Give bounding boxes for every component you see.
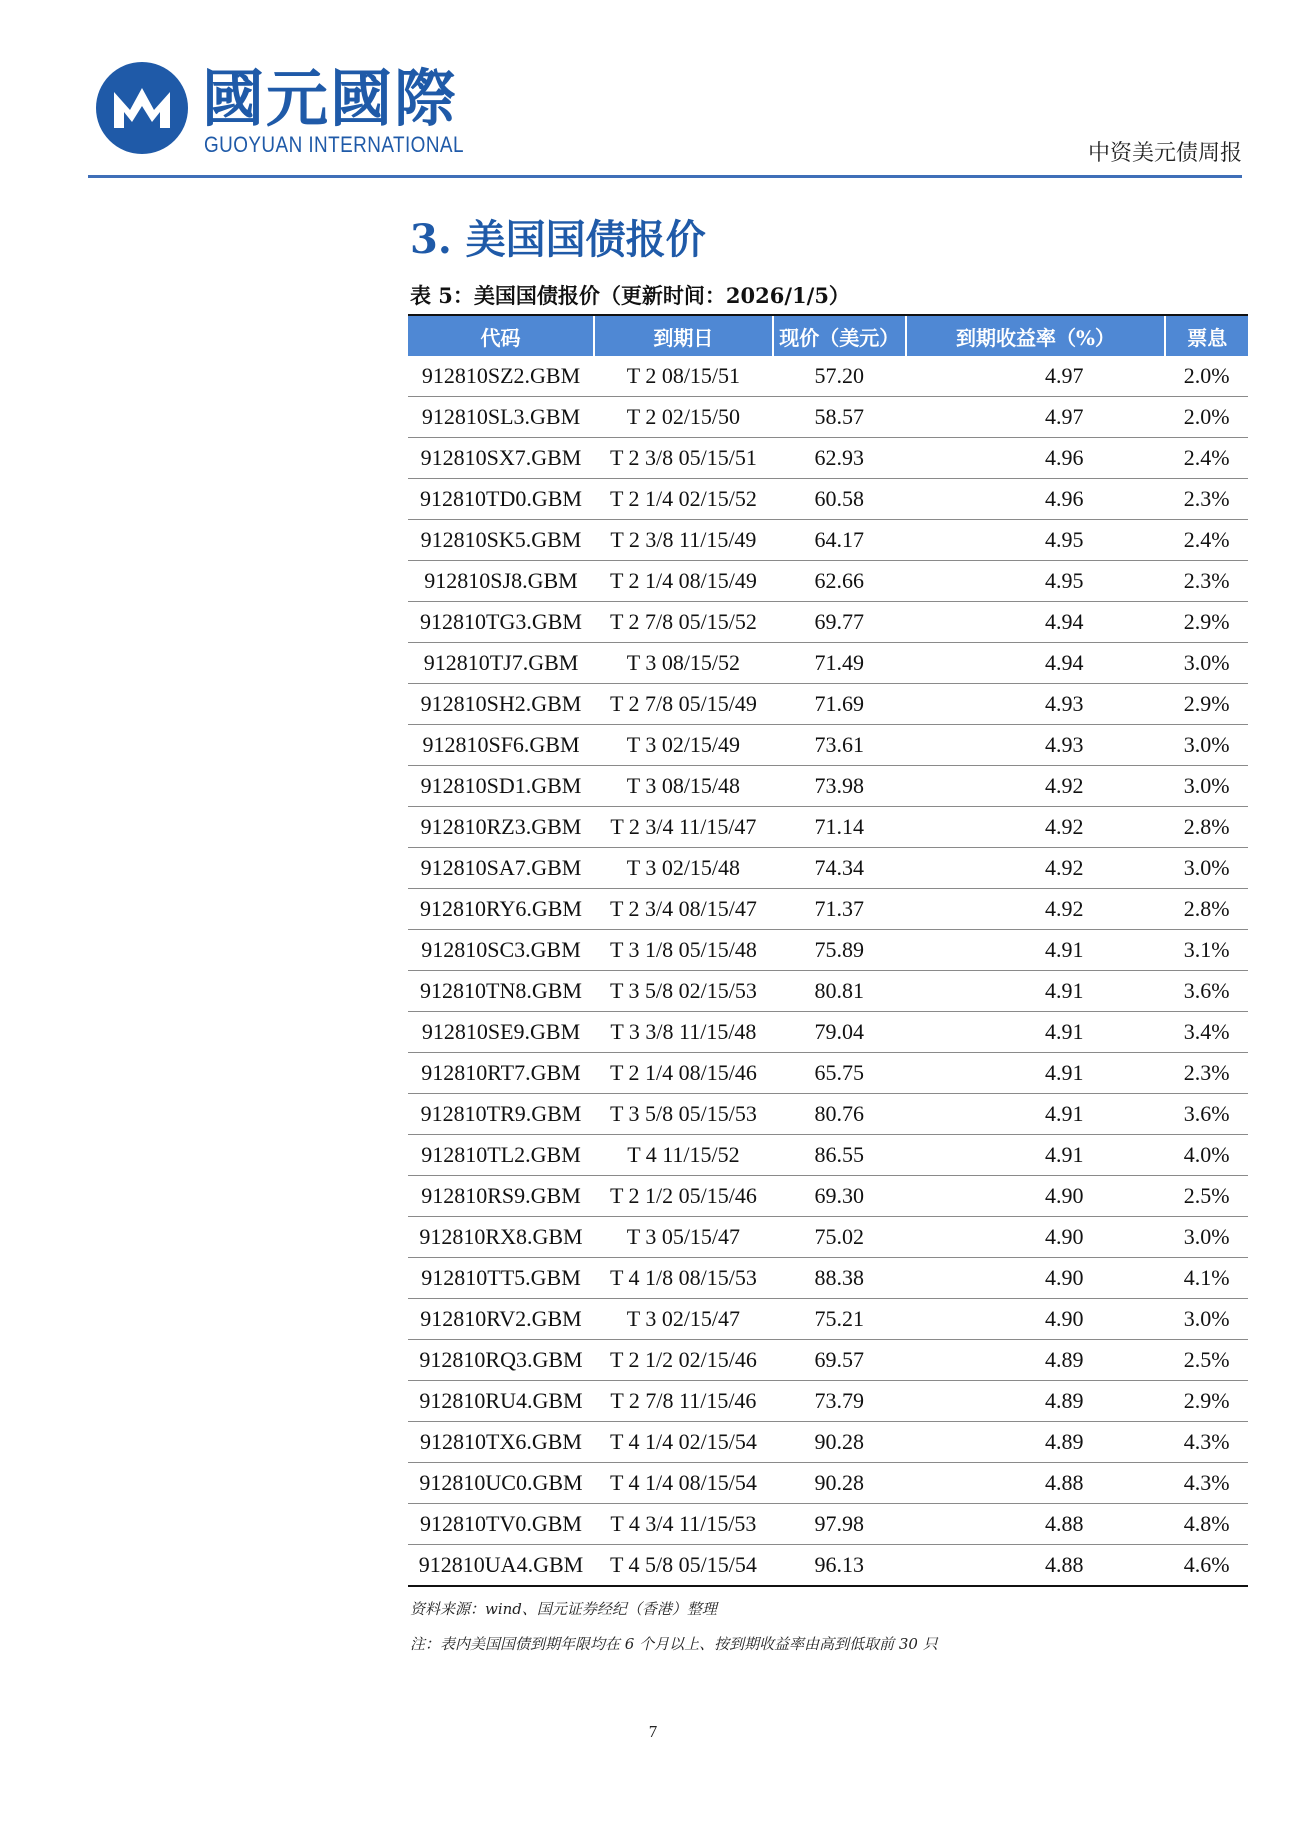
cell-code: 912810TX6.GBM <box>408 1422 594 1463</box>
cell-code: 912810RQ3.GBM <box>408 1340 594 1381</box>
cell-price: 97.98 <box>773 1504 906 1545</box>
cell-coupon: 3.0% <box>1165 766 1248 807</box>
cell-price: 79.04 <box>773 1012 906 1053</box>
cell-price: 75.02 <box>773 1217 906 1258</box>
cell-ytm: 4.93 <box>906 684 1166 725</box>
cell-maturity: T 2 1/2 02/15/46 <box>594 1340 773 1381</box>
logo-chinese-text: 國元國際 <box>202 62 459 135</box>
cell-code: 912810RZ3.GBM <box>408 807 594 848</box>
cell-maturity: T 2 3/8 11/15/49 <box>594 520 773 561</box>
cell-maturity: T 3 08/15/52 <box>594 643 773 684</box>
cell-code: 912810TD0.GBM <box>408 479 594 520</box>
cell-ytm: 4.88 <box>906 1504 1166 1545</box>
cell-ytm: 4.89 <box>906 1381 1166 1422</box>
cell-coupon: 2.8% <box>1165 807 1248 848</box>
cell-price: 90.28 <box>773 1463 906 1504</box>
cell-maturity: T 2 1/2 05/15/46 <box>594 1176 773 1217</box>
cell-maturity: T 2 3/4 08/15/47 <box>594 889 773 930</box>
cell-price: 62.93 <box>773 438 906 479</box>
cell-maturity: T 2 7/8 11/15/46 <box>594 1381 773 1422</box>
table-body <box>408 356 1248 1586</box>
cell-ytm: 4.91 <box>906 930 1166 971</box>
cell-ytm: 4.92 <box>906 848 1166 889</box>
cell-ytm: 4.88 <box>906 1545 1166 1587</box>
cell-ytm: 4.94 <box>906 602 1166 643</box>
cell-coupon: 2.4% <box>1165 438 1248 479</box>
column-header-price: 现价（美元） <box>773 316 906 356</box>
cell-maturity: T 2 3/4 11/15/47 <box>594 807 773 848</box>
cell-maturity: T 2 3/8 05/15/51 <box>594 438 773 479</box>
cell-maturity: T 3 02/15/47 <box>594 1299 773 1340</box>
cell-price: 71.49 <box>773 643 906 684</box>
logo-english-text: GUOYUAN INTERNATIONAL <box>204 132 464 157</box>
cell-price: 69.30 <box>773 1176 906 1217</box>
cell-code: 912810SL3.GBM <box>408 397 594 438</box>
cell-coupon: 3.0% <box>1165 848 1248 889</box>
cell-ytm: 4.91 <box>906 971 1166 1012</box>
table-row <box>408 602 1248 643</box>
cell-price: 73.79 <box>773 1381 906 1422</box>
cell-maturity: T 4 1/8 08/15/53 <box>594 1258 773 1299</box>
column-header-code: 代码 <box>408 316 594 356</box>
cell-coupon: 2.4% <box>1165 520 1248 561</box>
cell-ytm: 4.88 <box>906 1463 1166 1504</box>
table-row <box>408 1094 1248 1135</box>
cell-maturity: T 2 08/15/51 <box>594 356 773 397</box>
cell-maturity: T 3 02/15/49 <box>594 725 773 766</box>
cell-maturity: T 3 05/15/47 <box>594 1217 773 1258</box>
cell-coupon: 3.6% <box>1165 1094 1248 1135</box>
table-row <box>408 725 1248 766</box>
cell-ytm: 4.89 <box>906 1340 1166 1381</box>
cell-price: 71.14 <box>773 807 906 848</box>
cell-coupon: 3.6% <box>1165 971 1248 1012</box>
cell-maturity: T 3 5/8 02/15/53 <box>594 971 773 1012</box>
source-note: 资料来源：wind、国元证券经纪（香港）整理 <box>410 1600 717 1618</box>
table-row <box>408 1299 1248 1340</box>
cell-coupon: 4.6% <box>1165 1545 1248 1587</box>
cell-price: 73.98 <box>773 766 906 807</box>
cell-ytm: 4.92 <box>906 889 1166 930</box>
table-row <box>408 1381 1248 1422</box>
table-row <box>408 520 1248 561</box>
cell-code: 912810SC3.GBM <box>408 930 594 971</box>
treasury-quote-table <box>408 314 1248 1587</box>
table-row <box>408 1053 1248 1094</box>
cell-price: 69.77 <box>773 602 906 643</box>
cell-code: 912810SF6.GBM <box>408 725 594 766</box>
table-row <box>408 848 1248 889</box>
cell-code: 912810RV2.GBM <box>408 1299 594 1340</box>
cell-coupon: 2.3% <box>1165 1053 1248 1094</box>
cell-price: 74.34 <box>773 848 906 889</box>
cell-price: 58.57 <box>773 397 906 438</box>
cell-maturity: T 3 08/15/48 <box>594 766 773 807</box>
table-row <box>408 684 1248 725</box>
cell-code: 912810TT5.GBM <box>408 1258 594 1299</box>
table-row <box>408 807 1248 848</box>
cell-coupon: 2.9% <box>1165 684 1248 725</box>
cell-coupon: 4.8% <box>1165 1504 1248 1545</box>
cell-price: 57.20 <box>773 356 906 397</box>
cell-ytm: 4.92 <box>906 807 1166 848</box>
cell-code: 912810RT7.GBM <box>408 1053 594 1094</box>
cell-code: 912810TJ7.GBM <box>408 643 594 684</box>
cell-ytm: 4.95 <box>906 561 1166 602</box>
cell-maturity: T 2 1/4 08/15/49 <box>594 561 773 602</box>
cell-price: 96.13 <box>773 1545 906 1587</box>
cell-coupon: 2.8% <box>1165 889 1248 930</box>
cell-maturity: T 4 11/15/52 <box>594 1135 773 1176</box>
cell-maturity: T 3 5/8 05/15/53 <box>594 1094 773 1135</box>
cell-coupon: 3.4% <box>1165 1012 1248 1053</box>
cell-code: 912810SD1.GBM <box>408 766 594 807</box>
cell-coupon: 2.0% <box>1165 397 1248 438</box>
cell-ytm: 4.97 <box>906 356 1166 397</box>
table-row <box>408 397 1248 438</box>
table-row <box>408 1135 1248 1176</box>
cell-maturity: T 4 3/4 11/15/53 <box>594 1504 773 1545</box>
cell-price: 60.58 <box>773 479 906 520</box>
table-row <box>408 1340 1248 1381</box>
cell-ytm: 4.91 <box>906 1094 1166 1135</box>
cell-ytm: 4.90 <box>906 1217 1166 1258</box>
cell-ytm: 4.94 <box>906 643 1166 684</box>
cell-coupon: 4.0% <box>1165 1135 1248 1176</box>
cell-ytm: 4.96 <box>906 479 1166 520</box>
cell-maturity: T 2 7/8 05/15/49 <box>594 684 773 725</box>
cell-code: 912810RS9.GBM <box>408 1176 594 1217</box>
cell-ytm: 4.90 <box>906 1258 1166 1299</box>
table-row <box>408 1176 1248 1217</box>
cell-coupon: 3.1% <box>1165 930 1248 971</box>
cell-maturity: T 3 02/15/48 <box>594 848 773 889</box>
cell-ytm: 4.91 <box>906 1012 1166 1053</box>
column-header-ytm: 到期收益率（%） <box>906 316 1166 356</box>
table-row <box>408 766 1248 807</box>
cell-price: 86.55 <box>773 1135 906 1176</box>
cell-code: 912810SE9.GBM <box>408 1012 594 1053</box>
cell-coupon: 3.0% <box>1165 643 1248 684</box>
cell-maturity: T 3 1/8 05/15/48 <box>594 930 773 971</box>
table-row <box>408 1504 1248 1545</box>
cell-code: 912810RU4.GBM <box>408 1381 594 1422</box>
cell-code: 912810SA7.GBM <box>408 848 594 889</box>
cell-ytm: 4.96 <box>906 438 1166 479</box>
report-name: 中资美元债周报 <box>1087 141 1242 166</box>
cell-price: 64.17 <box>773 520 906 561</box>
cell-price: 69.57 <box>773 1340 906 1381</box>
table-row <box>408 1422 1248 1463</box>
cell-maturity: T 4 1/4 08/15/54 <box>594 1463 773 1504</box>
company-logo <box>92 58 612 158</box>
cell-code: 912810SH2.GBM <box>408 684 594 725</box>
cell-ytm: 4.92 <box>906 766 1166 807</box>
table-row <box>408 643 1248 684</box>
cell-coupon: 2.0% <box>1165 356 1248 397</box>
cell-coupon: 4.1% <box>1165 1258 1248 1299</box>
cell-price: 62.66 <box>773 561 906 602</box>
table-row <box>408 356 1248 397</box>
cell-maturity: T 2 02/15/50 <box>594 397 773 438</box>
cell-coupon: 3.0% <box>1165 725 1248 766</box>
cell-code: 912810SJ8.GBM <box>408 561 594 602</box>
table-row <box>408 479 1248 520</box>
table-row <box>408 1545 1248 1587</box>
cell-code: 912810TR9.GBM <box>408 1094 594 1135</box>
cell-code: 912810RX8.GBM <box>408 1217 594 1258</box>
cell-code: 912810TG3.GBM <box>408 602 594 643</box>
cell-coupon: 2.9% <box>1165 602 1248 643</box>
cell-code: 912810UA4.GBM <box>408 1545 594 1587</box>
table-row <box>408 930 1248 971</box>
cell-code: 912810SZ2.GBM <box>408 356 594 397</box>
cell-ytm: 4.90 <box>906 1299 1166 1340</box>
cell-price: 71.37 <box>773 889 906 930</box>
cell-maturity: T 4 5/8 05/15/54 <box>594 1545 773 1587</box>
cell-price: 73.61 <box>773 725 906 766</box>
table-row <box>408 1258 1248 1299</box>
cell-ytm: 4.97 <box>906 397 1166 438</box>
cell-coupon: 2.5% <box>1165 1340 1248 1381</box>
cell-price: 80.76 <box>773 1094 906 1135</box>
cell-ytm: 4.90 <box>906 1176 1166 1217</box>
cell-maturity: T 2 1/4 02/15/52 <box>594 479 773 520</box>
table-caption: 表 5：美国国债报价（更新时间：2026/1/5） <box>410 283 850 308</box>
cell-coupon: 2.3% <box>1165 561 1248 602</box>
footnote: 注：表内美国国债到期年限均在 6 个月以上、按到期收益率由高到低取前 30 只 <box>410 1635 938 1653</box>
cell-coupon: 2.5% <box>1165 1176 1248 1217</box>
cell-price: 75.21 <box>773 1299 906 1340</box>
cell-code: 912810TV0.GBM <box>408 1504 594 1545</box>
cell-price: 88.38 <box>773 1258 906 1299</box>
table-row <box>408 438 1248 479</box>
cell-coupon: 4.3% <box>1165 1422 1248 1463</box>
cell-price: 65.75 <box>773 1053 906 1094</box>
cell-ytm: 4.91 <box>906 1135 1166 1176</box>
cell-ytm: 4.89 <box>906 1422 1166 1463</box>
cell-maturity: T 2 1/4 08/15/46 <box>594 1053 773 1094</box>
table-row <box>408 1217 1248 1258</box>
cell-code: 912810SK5.GBM <box>408 520 594 561</box>
section-title: 3. 美国国债报价 <box>410 216 706 263</box>
table-header-row <box>408 316 1248 356</box>
table-row <box>408 971 1248 1012</box>
cell-coupon: 3.0% <box>1165 1217 1248 1258</box>
cell-maturity: T 4 1/4 02/15/54 <box>594 1422 773 1463</box>
cell-ytm: 4.93 <box>906 725 1166 766</box>
column-header-coupon: 票息 <box>1165 316 1248 356</box>
cell-code: 912810TN8.GBM <box>408 971 594 1012</box>
cell-price: 80.81 <box>773 971 906 1012</box>
table-row <box>408 1463 1248 1504</box>
header-divider <box>88 175 1242 178</box>
cell-maturity: T 2 7/8 05/15/52 <box>594 602 773 643</box>
cell-coupon: 2.9% <box>1165 1381 1248 1422</box>
cell-ytm: 4.91 <box>906 1053 1166 1094</box>
cell-code: 912810SX7.GBM <box>408 438 594 479</box>
cell-price: 71.69 <box>773 684 906 725</box>
table-row <box>408 889 1248 930</box>
column-header-maturity: 到期日 <box>594 316 773 356</box>
cell-coupon: 4.3% <box>1165 1463 1248 1504</box>
cell-coupon: 3.0% <box>1165 1299 1248 1340</box>
cell-price: 90.28 <box>773 1422 906 1463</box>
cell-ytm: 4.95 <box>906 520 1166 561</box>
cell-price: 75.89 <box>773 930 906 971</box>
guoyuan-logo-icon <box>92 58 192 158</box>
table-row <box>408 1012 1248 1053</box>
cell-code: 912810TL2.GBM <box>408 1135 594 1176</box>
cell-maturity: T 3 3/8 11/15/48 <box>594 1012 773 1053</box>
page-number: 7 <box>648 1722 658 1741</box>
cell-code: 912810RY6.GBM <box>408 889 594 930</box>
table-row <box>408 561 1248 602</box>
cell-coupon: 2.3% <box>1165 479 1248 520</box>
cell-code: 912810UC0.GBM <box>408 1463 594 1504</box>
